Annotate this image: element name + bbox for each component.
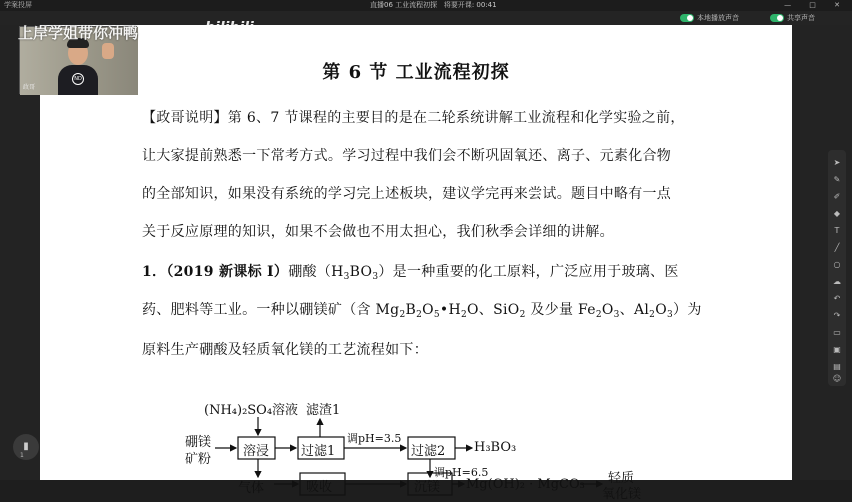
question-line-1 <box>142 261 679 282</box>
question-text: 硼酸（H <box>288 264 344 280</box>
light-mgo-line1: 轻质 <box>608 471 635 486</box>
pointer-icon[interactable]: ➤ <box>833 158 841 167</box>
subscript: 5 <box>433 310 440 320</box>
question-text: 及少量 Fe <box>525 302 596 318</box>
file-icon: ▮ <box>23 441 29 452</box>
webcam-label: 政哥 <box>23 84 36 91</box>
shirt-logo-icon: ND <box>72 73 84 85</box>
raw-material-line2: 矿粉 <box>185 452 212 467</box>
file-button-label: 1 <box>20 452 24 459</box>
title-bar <box>0 0 852 11</box>
chat-icon[interactable]: ▤ <box>833 362 841 371</box>
text-icon[interactable]: T <box>834 226 840 235</box>
app-name: 学案投屏 <box>4 1 32 9</box>
share-audio-control[interactable] <box>770 13 815 23</box>
reagent-label: (NH₄)₂SO₄溶液 <box>204 403 299 418</box>
shape-icon[interactable]: ╱ <box>834 243 840 252</box>
marker-icon[interactable]: ✐ <box>833 192 841 201</box>
countdown-text: 将要开课: 00:41 <box>443 1 497 9</box>
channel-overlay-text: 上岸学姐带你冲鸭 <box>18 24 139 42</box>
paragraph-line-2: 让大家提前熟悉一下常考方式。学习过程中我们会不断巩固氧还、离子、元素化合物 <box>142 148 672 164</box>
question-text: O、SiO <box>467 302 520 318</box>
question-text: O <box>655 302 667 318</box>
product-h3bo3-label: H₃BO₃ <box>474 440 517 455</box>
question-line-2 <box>142 299 702 320</box>
paragraph-line-1: 【政哥说明】第 6、7 节课程的主要目的是在二轮系统讲解工业流程和化学实验之前， <box>142 110 685 126</box>
presenter-figure <box>58 37 98 95</box>
adjust-ph1-label: 调pH=3.5 <box>347 432 402 445</box>
question-text: O <box>601 302 614 318</box>
subscript: 2 <box>519 310 526 320</box>
local-audio-label: 本地播放声音 <box>697 14 739 22</box>
circle-icon[interactable]: ○ <box>833 260 841 269</box>
process-flow-diagram <box>40 365 792 502</box>
subscript: 2 <box>595 310 602 320</box>
subscript: 3 <box>613 310 620 320</box>
subscript: 2 <box>416 310 423 320</box>
people-icon[interactable]: ☺ <box>832 374 842 383</box>
cloud-icon[interactable]: ☁ <box>833 277 841 286</box>
box-absorb-label: 吸收 <box>306 480 333 495</box>
session-title-bar <box>370 0 497 11</box>
subscript: 3 <box>372 272 379 282</box>
presenter-hand <box>102 43 114 59</box>
share-audio-label: 共享声音 <box>787 14 815 22</box>
subscript: 2 <box>649 310 656 320</box>
raw-material-line1: 硼镁 <box>185 435 212 450</box>
light-mgo-line2: 氧化镁 <box>602 487 642 502</box>
question-text: O <box>422 302 434 318</box>
annotation-toolbar <box>828 150 846 386</box>
question-number: 1． <box>142 264 167 280</box>
redo-icon[interactable]: ↷ <box>833 311 841 320</box>
box-filter2-label: 过滤2 <box>411 444 446 459</box>
question-text: BO <box>349 264 373 280</box>
adjust-ph2-label: 调pH=6.5 <box>434 466 489 479</box>
file-button[interactable] <box>13 434 39 460</box>
page-icon[interactable]: ▭ <box>833 328 841 337</box>
subscript: 3 <box>666 310 674 320</box>
undo-icon[interactable]: ↶ <box>833 294 841 303</box>
paragraph-line-3: 的全部知识，如果没有系统的学习完上述板块，建议学完再来尝试。题目中略有一点 <box>142 186 672 202</box>
box-filter1-label: 过滤1 <box>301 444 336 459</box>
local-audio-toggle[interactable] <box>680 14 694 22</box>
share-audio-toggle[interactable] <box>770 14 784 22</box>
bilibili-logo: bilibili <box>205 20 254 36</box>
window-controls[interactable]: — □ ✕ <box>784 1 848 9</box>
question-text: •H <box>439 302 461 318</box>
product-mg-label: Mg(OH)₂ · MgCO₃ <box>466 477 585 492</box>
subscript: 2 <box>461 310 468 320</box>
question-line-3: 原料生产硼酸及轻质氧化镁的工艺流程如下： <box>142 342 428 358</box>
question-source: （2019 新课标 I） <box>166 264 289 280</box>
page-title: 第 6 节 工业流程初探 <box>322 62 510 83</box>
box-dissolve-label: 溶浸 <box>243 444 270 459</box>
session-title: 直播06 工业流程初探 <box>370 1 438 9</box>
question-text: ）为 <box>673 302 702 318</box>
gas-label: 气体 <box>238 481 265 496</box>
subscript: 3 <box>343 272 350 282</box>
pen-icon[interactable]: ✎ <box>833 175 841 184</box>
document-page <box>40 25 792 502</box>
subscript: 2 <box>399 310 406 320</box>
local-audio-control[interactable] <box>680 13 739 23</box>
question-text: 、Al <box>619 302 650 318</box>
eraser-icon[interactable]: ◆ <box>833 209 841 218</box>
box-precipitate-label: 沉镁 <box>414 480 441 495</box>
paragraph-line-4: 关于反应原理的知识，如果不会做也不用太担心，我们秋季会详细的讲解。 <box>142 224 614 240</box>
question-text: 药、肥料等工业。一种以硼镁矿（含 Mg <box>142 302 400 318</box>
flow-arrows <box>40 365 792 485</box>
screenshot-icon[interactable]: ▣ <box>833 345 841 354</box>
question-text: ）是一种重要的化工原料，广泛应用于玻璃、医 <box>378 264 679 280</box>
question-text: B <box>405 302 417 318</box>
residue1-label: 滤渣1 <box>306 403 341 418</box>
